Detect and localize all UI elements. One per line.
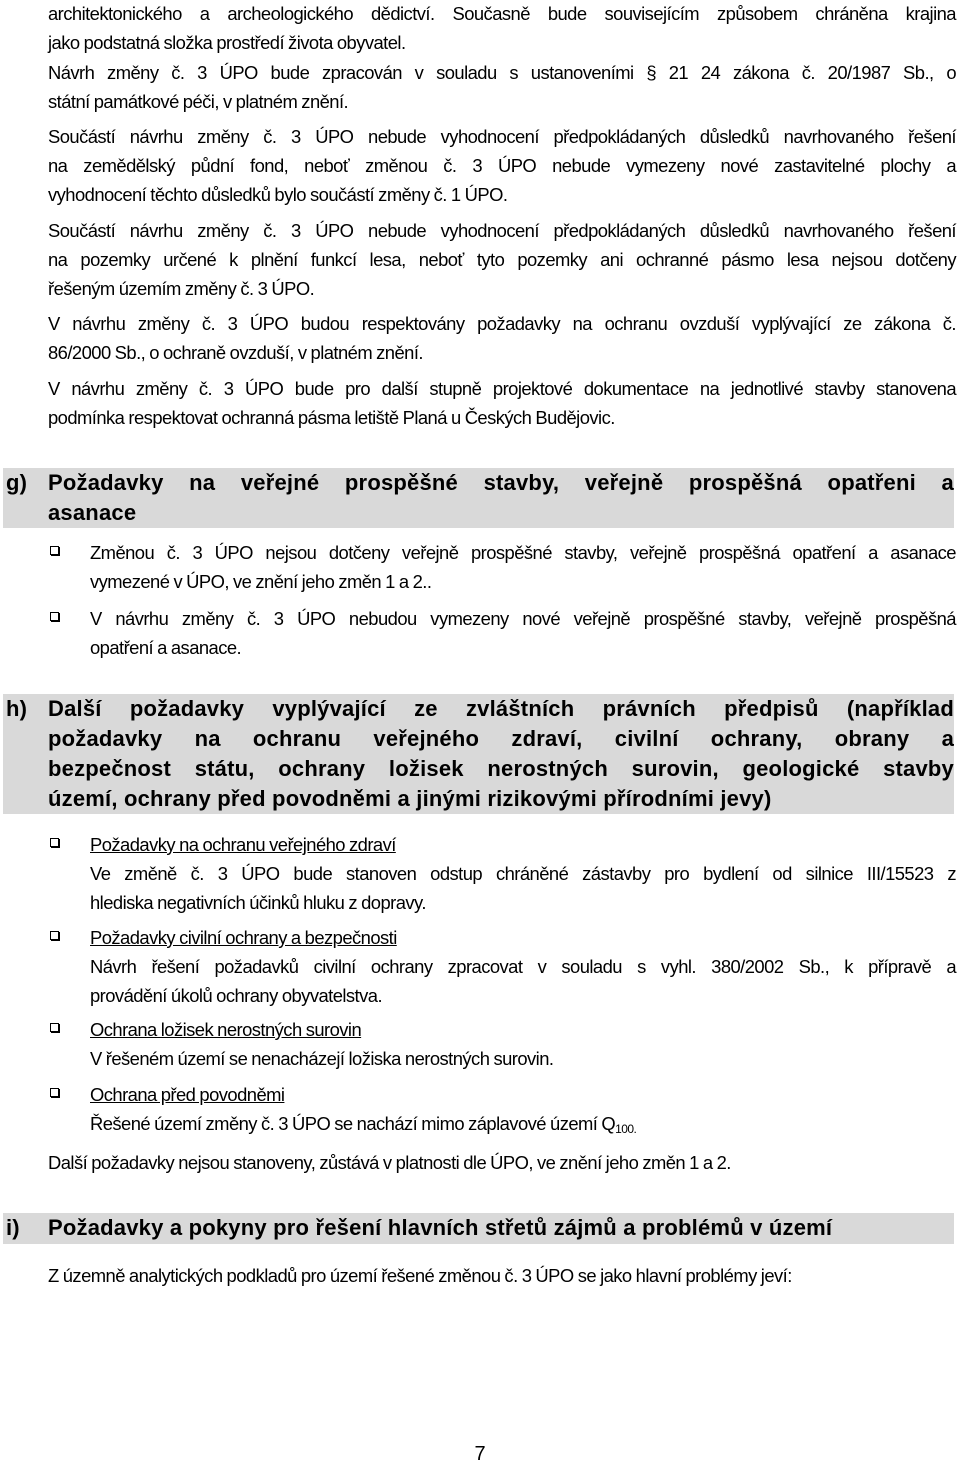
paragraph-air-protection <box>48 309 956 367</box>
checkbox-bullet-icon <box>50 612 59 621</box>
text-line: hlediska negativních účinků hluku z dopravy. <box>90 892 426 913</box>
checkbox-bullet-icon <box>50 838 59 847</box>
text-line: vymezené v ÚPO, ve znění jeho změn 1 a 2.. <box>90 571 432 592</box>
section-title <box>48 694 954 814</box>
paragraph-closing <box>48 1148 956 1177</box>
text-line: řešeným územím změny č. 3 ÚPO. <box>48 278 315 299</box>
list-item-text <box>90 923 956 1010</box>
text-line: Návrh změny č. 3 ÚPO bude zpracován v souladu s ustanoveními § 21 24 zákona č. 20/1987 Sb., o <box>48 62 956 83</box>
section-heading-i <box>3 1213 954 1244</box>
section-heading-h <box>3 694 954 814</box>
heading-line: území, ochrany před povodněmi a jinými rizikovými přírodními jevy) <box>48 786 772 811</box>
heading-line: Další požadavky vyplývající ze zvláštních právních předpisů (například <box>48 696 954 721</box>
text-line: Součástí návrhu změny č. 3 ÚPO nebude vyhodnocení předpokládaných důsledků navrhovaného řešení <box>48 126 956 147</box>
text-line: V řešeném území se nenacházejí ložiska nerostných surovin. <box>90 1048 554 1069</box>
checkbox-bullet-icon <box>50 1088 59 1097</box>
text-line: Změnou č. 3 ÚPO nejsou dotčeny veřejně prospěšné stavby, veřejně prospěšná opatření a asanace <box>90 542 956 563</box>
flood-subscript: 100. <box>615 1122 637 1136</box>
paragraph-main-problems <box>48 1261 956 1290</box>
paragraph-heritage <box>48 0 956 57</box>
page-number: 7 <box>474 1443 486 1465</box>
checkbox-bullet-icon <box>50 931 59 940</box>
paragraph-airport-zone <box>48 374 956 432</box>
flood-text: Řešené území změny č. 3 ÚPO se nachází mimo záplavové území Q <box>90 1113 616 1134</box>
list-item-text <box>90 1015 956 1073</box>
text-line: opatření a asanace. <box>90 637 242 658</box>
text-line: na zemědělský půdní fond, neboť změnou č. 3 ÚPO nebude vymezeny nové zastavitelné plochy a <box>48 155 956 176</box>
subsection-title-civil-defense: Požadavky civilní ochrany a bezpečnosti <box>90 927 397 948</box>
text-line: státní památkové péči, v platném znění. <box>48 91 349 112</box>
list-item-text <box>90 538 956 596</box>
checkbox-bullet-icon <box>50 546 59 555</box>
checkbox-bullet-icon <box>50 1023 59 1032</box>
text-line <box>90 1109 956 1144</box>
text-line: vyhodnocení těchto důsledků bylo součástí změny č. 1 ÚPO. <box>48 184 508 205</box>
section-title <box>48 468 954 528</box>
subsection-title-mineral-deposits: Ochrana ložisek nerostných surovin <box>90 1019 362 1040</box>
section-letter: g) <box>6 470 28 495</box>
list-item-text <box>90 830 956 917</box>
paragraph-monument-care <box>48 58 956 116</box>
list-item-text <box>90 1080 956 1144</box>
section-heading-g <box>3 468 954 528</box>
subsection-title-health: Požadavky na ochranu veřejného zdraví <box>90 834 396 855</box>
paragraph-agricultural-land <box>48 122 956 209</box>
section-letter: i) <box>6 1215 20 1240</box>
text-line: Další požadavky nejsou stanoveny, zůstává v platnosti dle ÚPO, ve znění jeho změn 1 a 2. <box>48 1152 731 1173</box>
text-line: 86/2000 Sb., o ochraně ovzduší, v platném znění. <box>48 342 423 363</box>
heading-line: asanace <box>48 500 137 525</box>
text-line: architektonického a archeologického dědictví. Současně bude souvisejícím způsobem chráněna krajina <box>48 3 956 24</box>
section-letter: h) <box>6 696 28 721</box>
text-line: V návrhu změny č. 3 ÚPO nebudou vymezeny nové veřejně prospěšné stavby, veřejně prospěšná <box>90 608 956 629</box>
text-line: Z územně analytických podkladů pro území řešené změnou č. 3 ÚPO se jako hlavní problémy jeví: <box>48 1265 792 1286</box>
heading-line: Požadavky a pokyny pro řešení hlavních střetů zájmů a problémů v území <box>48 1215 833 1240</box>
text-line: Ve změně č. 3 ÚPO bude stanoven odstup chráněné zástavby pro bydlení od silnice III/15523 z <box>90 863 956 884</box>
text-line: provádění úkolů ochrany obyvatelstva. <box>90 985 383 1006</box>
section-title <box>48 1213 954 1243</box>
text-line: na pozemky určené k plnění funkcí lesa, neboť tyto pozemky ani ochranné pásmo lesa nejsou dotčeny <box>48 249 956 270</box>
text-line: jako podstatná složka prostředí života obyvatel. <box>48 32 406 53</box>
text-line: Součástí návrhu změny č. 3 ÚPO nebude vyhodnocení předpokládaných důsledků navrhovaného řešení <box>48 220 956 241</box>
heading-line: Požadavky na veřejné prospěšné stavby, veřejně prospěšná opatřeni a <box>48 470 954 495</box>
paragraph-forest-land <box>48 216 956 303</box>
subsection-title-flood-protection: Ochrana před povodněmi <box>90 1084 285 1105</box>
heading-line: bezpečnost státu, ochrany ložisek nerostných surovin, geologické stavby <box>48 756 954 781</box>
text-line: V návrhu změny č. 3 ÚPO budou respektovány požadavky na ochranu ovzduší vyplývající ze zákona č. <box>48 313 956 334</box>
text-line: Návrh řešení požadavků civilní ochrany zpracovat v souladu s vyhl. 380/2002 Sb., k přípravě a <box>90 956 956 977</box>
text-line: V návrhu změny č. 3 ÚPO bude pro další stupně projektové dokumentace na jednotlivé stavby stanovena <box>48 378 956 399</box>
list-item-text <box>90 604 956 662</box>
text-line: podmínka respektovat ochranná pásma letiště Planá u Českých Budějovic. <box>48 407 615 428</box>
heading-line: požadavky na ochranu veřejného zdraví, civilní ochrany, obrany a <box>48 726 954 751</box>
